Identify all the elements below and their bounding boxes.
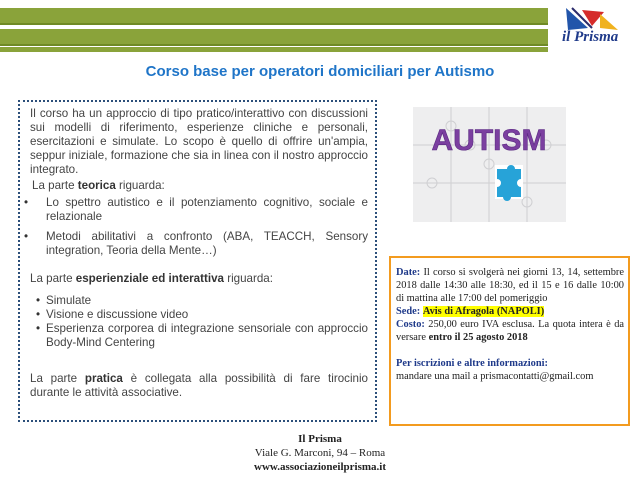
costo-text: 250,00 euro IVA esclusa. La quota intera è da versare (396, 319, 624, 343)
list-item: • Visione e discussione video (38, 308, 368, 322)
teorica-bold: teorica (77, 179, 116, 192)
pratica-post: è collegata alla possibilità di fare tirocinio durante le attività associative. (30, 372, 368, 399)
costo-label: Costo: (396, 319, 425, 330)
autism-word: AUTISM (431, 124, 547, 157)
header-stripe-bottom (0, 47, 548, 52)
iscrizioni-contact: mandare una mail a prismacontatti@gmail.com (396, 371, 594, 382)
course-description (30, 107, 368, 400)
esp-pre: La parte (30, 272, 76, 285)
iscrizioni-paragraph (396, 357, 624, 370)
footer-website[interactable]: www.associazioneilprisma.it (254, 461, 386, 473)
intro-paragraph: Il corso ha un approccio di tipo pratico/interattivo con discussioni sui modelli di riferimento, esperienze cliniche e personali, esercitazioni e simulate. Lo scopo è quello di offrire un'ampia, seppur iniziale, formazione che sia in linea con il nostro approccio integrato. (30, 107, 368, 176)
logo-text: il Prisma (562, 29, 619, 45)
teorica-pre: La parte (32, 179, 78, 192)
pratica-pre: La parte (30, 372, 85, 385)
esp-bold: esperienziale ed interattiva (75, 272, 224, 285)
costo-paragraph (396, 318, 624, 344)
autism-puzzle-image (413, 107, 566, 222)
header-bar-top (0, 8, 548, 25)
sede-value: Avis di Afragola (NAPOLI) (422, 306, 545, 317)
list-item: • Simulate (38, 294, 368, 308)
list-item: • Lo spettro autistico e il potenziamento cognitivo, sociale e relazionale (30, 196, 368, 224)
teorica-list (30, 196, 368, 258)
page-title: Corso base per operatori domiciliari per Autismo (145, 63, 495, 80)
footer-address: Viale G. Marconi, 94 – Roma (254, 447, 386, 459)
footer-org: Il Prisma (298, 433, 342, 445)
sede-paragraph (396, 305, 624, 318)
esp-post: riguarda: (223, 272, 273, 285)
date-label: Date: (396, 267, 421, 278)
header-bar-middle (0, 29, 548, 46)
date-paragraph (396, 266, 624, 305)
costo-deadline: entro il 25 agosto 2018 (428, 332, 528, 343)
sede-label: Sede: (396, 306, 421, 317)
esperienziale-list (38, 294, 368, 350)
esperienziale-heading (30, 272, 368, 286)
teorica-heading (30, 179, 368, 193)
list-item: • Esperienza corporea di integrazione sensoriale con approccio Body-Mind Centering (38, 322, 368, 350)
date-text: Il corso si svolgerà nei giorni 13, 14, settembre 2018 dalle 14:30 alle 18:30, ed il 15 e 16 dalle 10:00 di mattina alle 17:00 del pomeriggio (396, 267, 624, 304)
pratica-paragraph (30, 372, 368, 400)
footer (0, 432, 640, 474)
course-info (396, 266, 624, 383)
iscrizioni-label: Per iscrizioni e altre informazioni: (396, 358, 548, 369)
list-item: • Metodi abilitativi a confronto (ABA, TEACCH, Sensory integration, Teoria della Mente…) (30, 230, 368, 258)
pratica-bold: pratica (84, 372, 123, 385)
teorica-post: riguarda: (115, 179, 165, 192)
